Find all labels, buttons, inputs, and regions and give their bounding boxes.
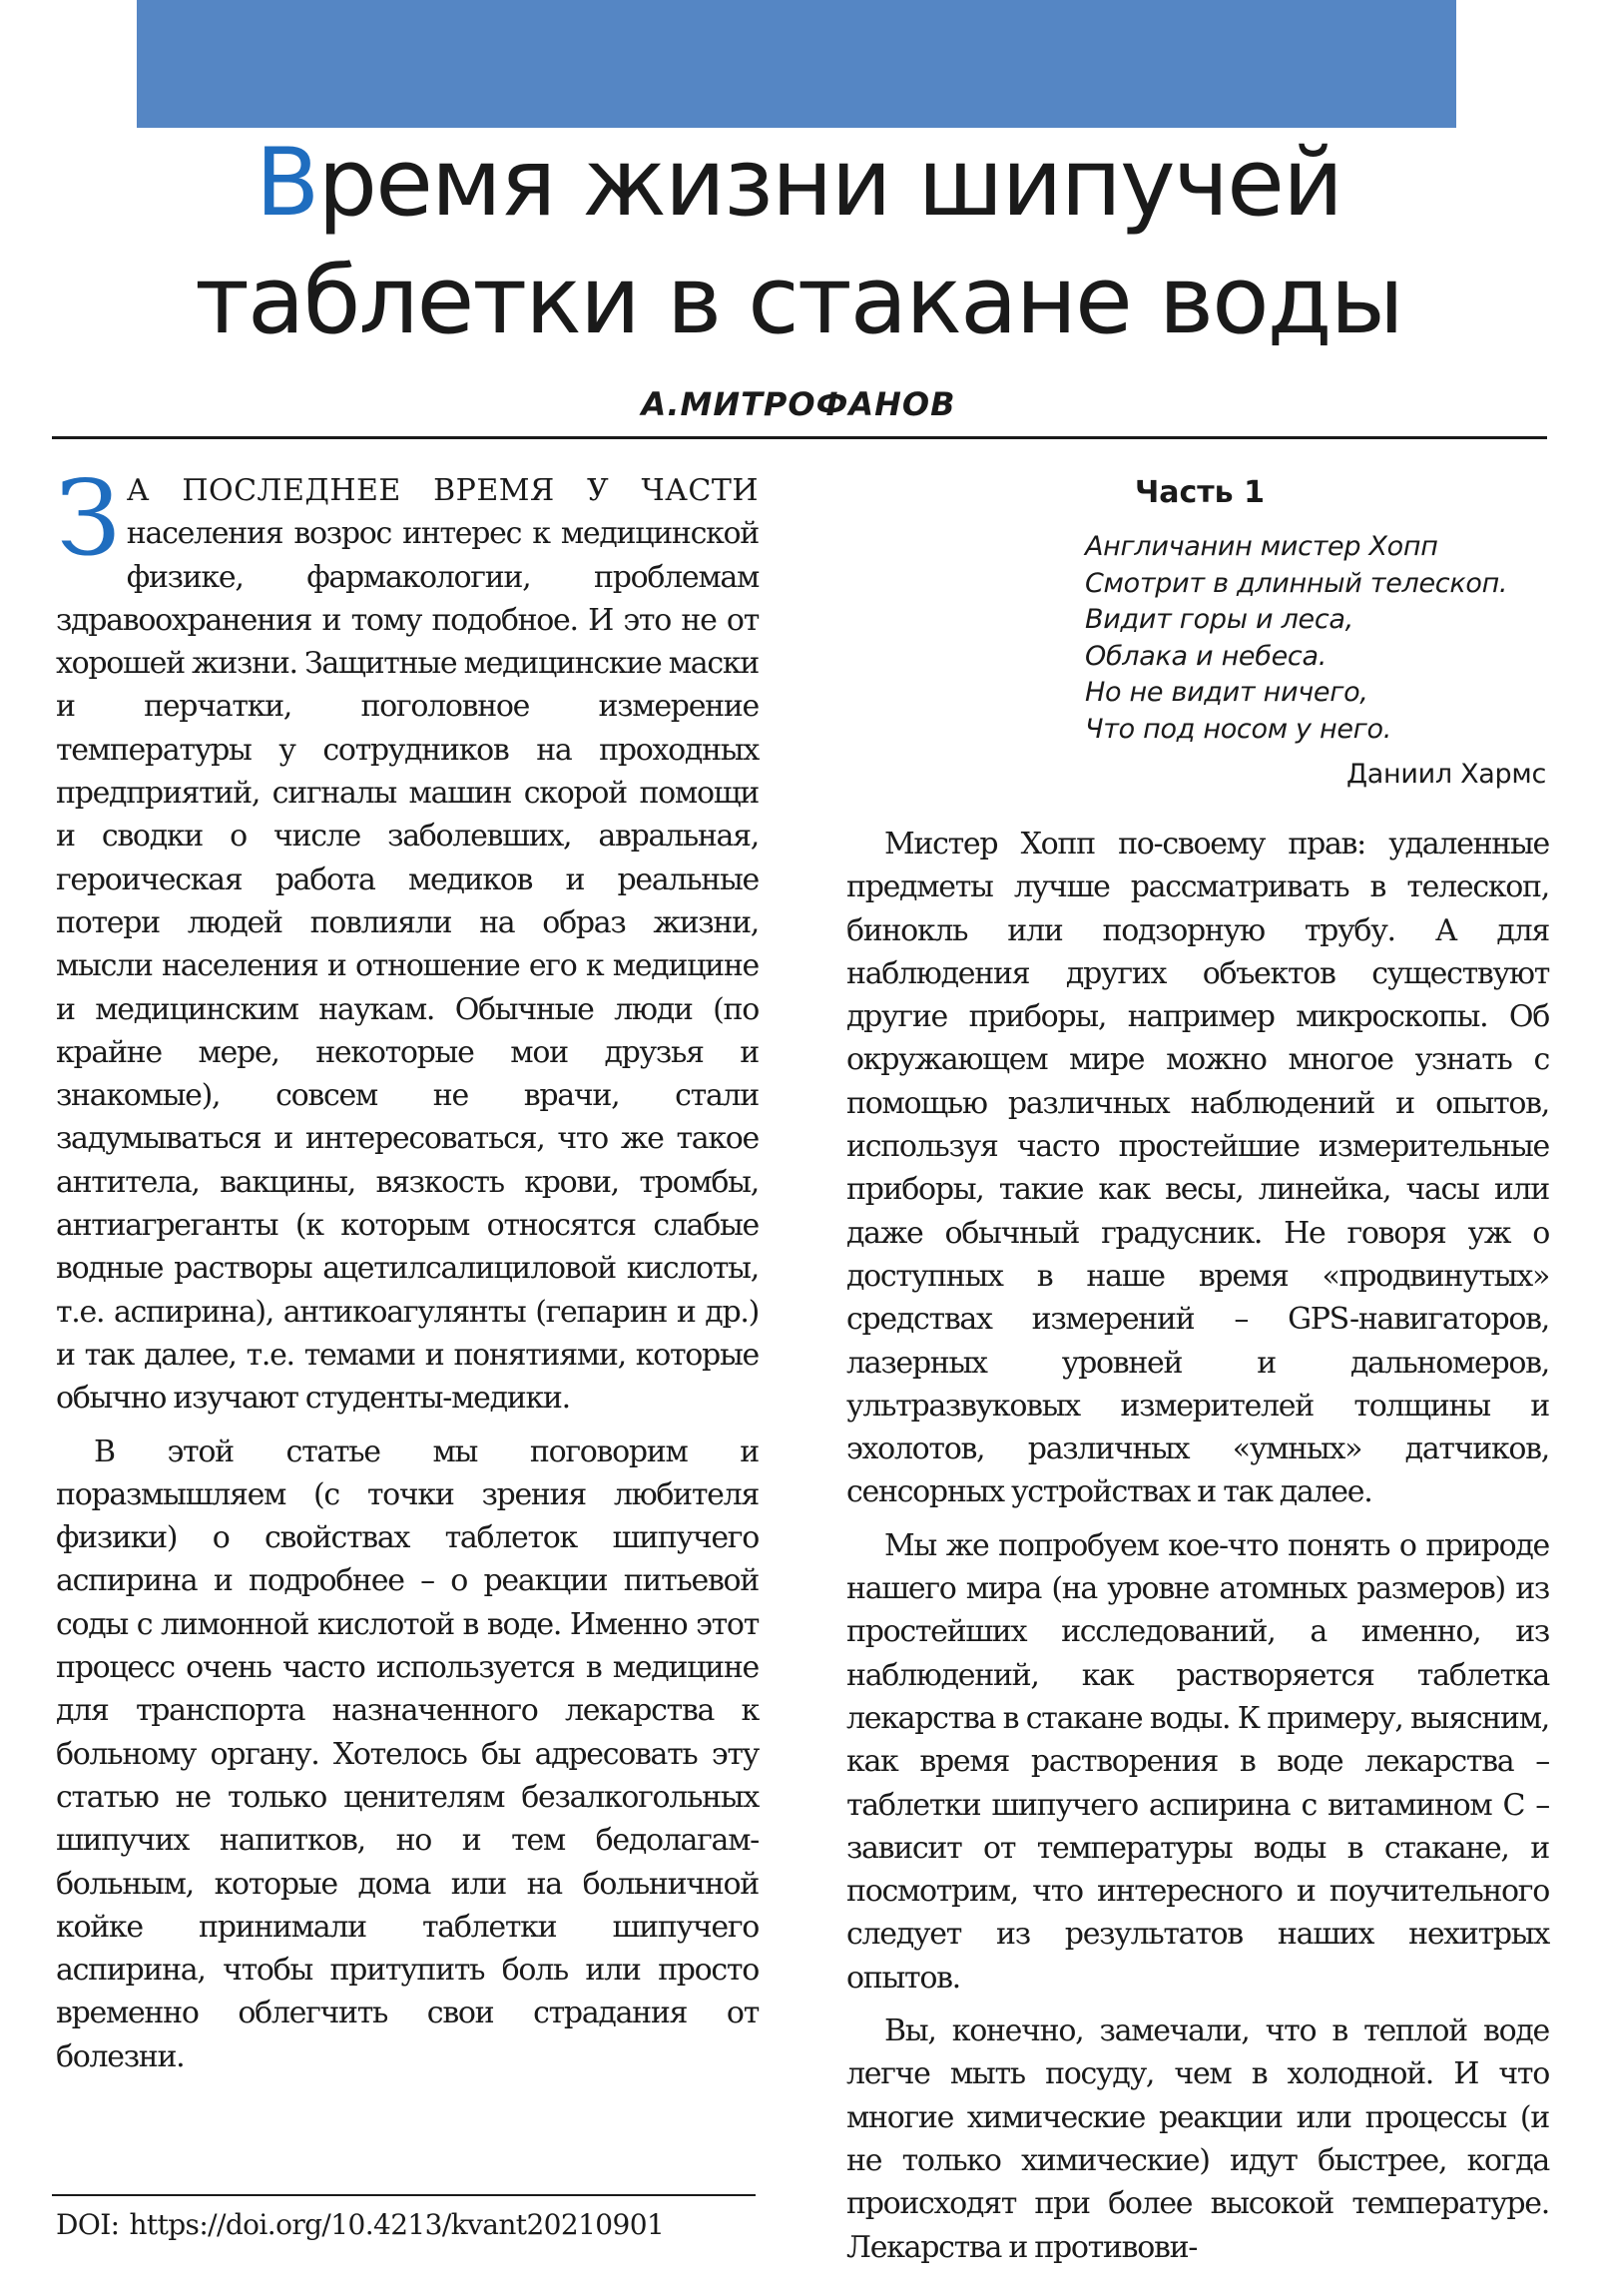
title-line2: таблетки в стакане воды bbox=[195, 247, 1402, 355]
header-rule bbox=[52, 436, 1547, 439]
left-column bbox=[56, 457, 759, 2088]
epigraph-line: Что под носом у него. bbox=[1085, 713, 1392, 745]
doi-link[interactable]: https://doi.org/10.4213/kvant20210901 bbox=[129, 2208, 665, 2241]
lead-caps: А ПОСЛЕДНЕЕ ВРЕМЯ У ЧАСТИ bbox=[126, 473, 759, 508]
right-column bbox=[846, 823, 1549, 2279]
epigraph-line: Видит горы и леса, bbox=[1085, 604, 1353, 636]
epigraph-line: Но не видит ничего, bbox=[1085, 677, 1368, 709]
article-title bbox=[0, 125, 1597, 360]
right-paragraph-3: Вы, конечно, замечали, что в теплой воде легче мыть посуду, чем в холодной. И что многие химические реакции или процессы (и не только химические) идут быстрее, когда происходят при более высокой температуре. Лекарства и противови- bbox=[846, 2013, 1549, 2265]
epigraph bbox=[1085, 529, 1564, 749]
header-banner bbox=[137, 0, 1456, 128]
epigraph-line: Облака и небеса. bbox=[1085, 640, 1327, 672]
part-title: Часть 1 bbox=[1135, 475, 1265, 510]
right-paragraph-1: Мистер Хопп по-своему прав: удаленные предметы лучше рассматривать в телескоп, бинокль или подзорную трубу. А для наблюдения других объектов существуют другие приборы, например микроскопы. Об окружающем мире можно многое узнать с помощью различных наблюдений и опытов, используя часто простейшие измерительные приборы, такие как весы, линейка, часы или даже обычный градусник. Не говоря уж о доступных в наше время «продвинутых» средствах измерений – GPS-навигаторов, лазерных уровней и дальномеров, ультразвуковых измерителей толщины и эхолотов, различных «умных» датчиков, сенсорных устройствах и так далее. bbox=[846, 827, 1549, 1510]
footnote-rule bbox=[52, 2194, 756, 2196]
article-author: А.МИТРОФАНОВ bbox=[641, 385, 956, 423]
dropcap: З bbox=[56, 457, 121, 579]
left-paragraph-2: В этой статье мы поговорим и поразмышляем (с точки зрения любителя физики) о свойствах таблеток шипучего аспирина и подробнее – о реакции питьевой соды с лимонной кислотой в воде. Именно этот процесс очень часто используется в медицине для транспорта назначенного лекарства к больному органу. Хотелось бы адресовать эту статью не только ценителям безалкогольных шипучих напитков, но и тем бедолагам-больным, которые дома или на больничной койке принимали таблетки шипучего аспирина, чтобы притупить боль или просто временно облегчить свои страдания от болезни. bbox=[56, 1434, 759, 2074]
doi-label: DOI: bbox=[56, 2208, 120, 2241]
lead-text: населения возрос интерес к медицинской физике, фармакологии, проблемам здравоохранения и тому подобное. И это не от хорошей жизни. Защитные медицинские маски и перчатки, поголовное измерение температуры у сотрудников на проходных предприятий, сигналы машин скорой помощи и сводки о числе заболевших, авральная, героическая работа медиков и реальные потери людей повлияли на образ жизни, мысли населения и отношение его к медицине и медицинским наукам. Обычные люди (по крайне мере, некоторые мои друзья и знакомые), совсем не врачи, стали задумываться и интересоваться, что же такое антитела, вакцины, вязкость крови, тромбы, антиагреганты (к которым относятся слабые водные растворы ацетилсалициловой кислоты, т.е. аспирина), антикоагулянты (гепарин и др.) и так далее, т.е. темами и понятиями, которые обычно изучают студенты-медики. bbox=[56, 516, 759, 1417]
epigraph-line: Смотрит в длинный телескоп. bbox=[1085, 567, 1508, 599]
right-paragraph-2: Мы же попробуем кое-что понять о природе нашего мира (на уровне атомных размеров) из простейших исследований, а именно, из наблюдений, как растворяется таблетка лекарства в стакане воды. К примеру, выясним, как время растворения в воде лекарства – таблетки шипучего аспирина с витамином С – зависит от температуры воды в стакане, и посмотрим, что интересного и поучительного следует из результатов наших нехитрых опытов. bbox=[846, 1527, 1549, 1996]
lead-paragraph bbox=[56, 457, 759, 1421]
title-first-letter: В bbox=[255, 129, 318, 238]
epigraph-author: Даниил Хармс bbox=[1345, 759, 1546, 790]
title-line1-rest: ремя жизни шипучей bbox=[317, 129, 1342, 238]
epigraph-line: Англичанин мистер Хопп bbox=[1085, 531, 1438, 562]
doi-footnote bbox=[56, 2208, 664, 2241]
